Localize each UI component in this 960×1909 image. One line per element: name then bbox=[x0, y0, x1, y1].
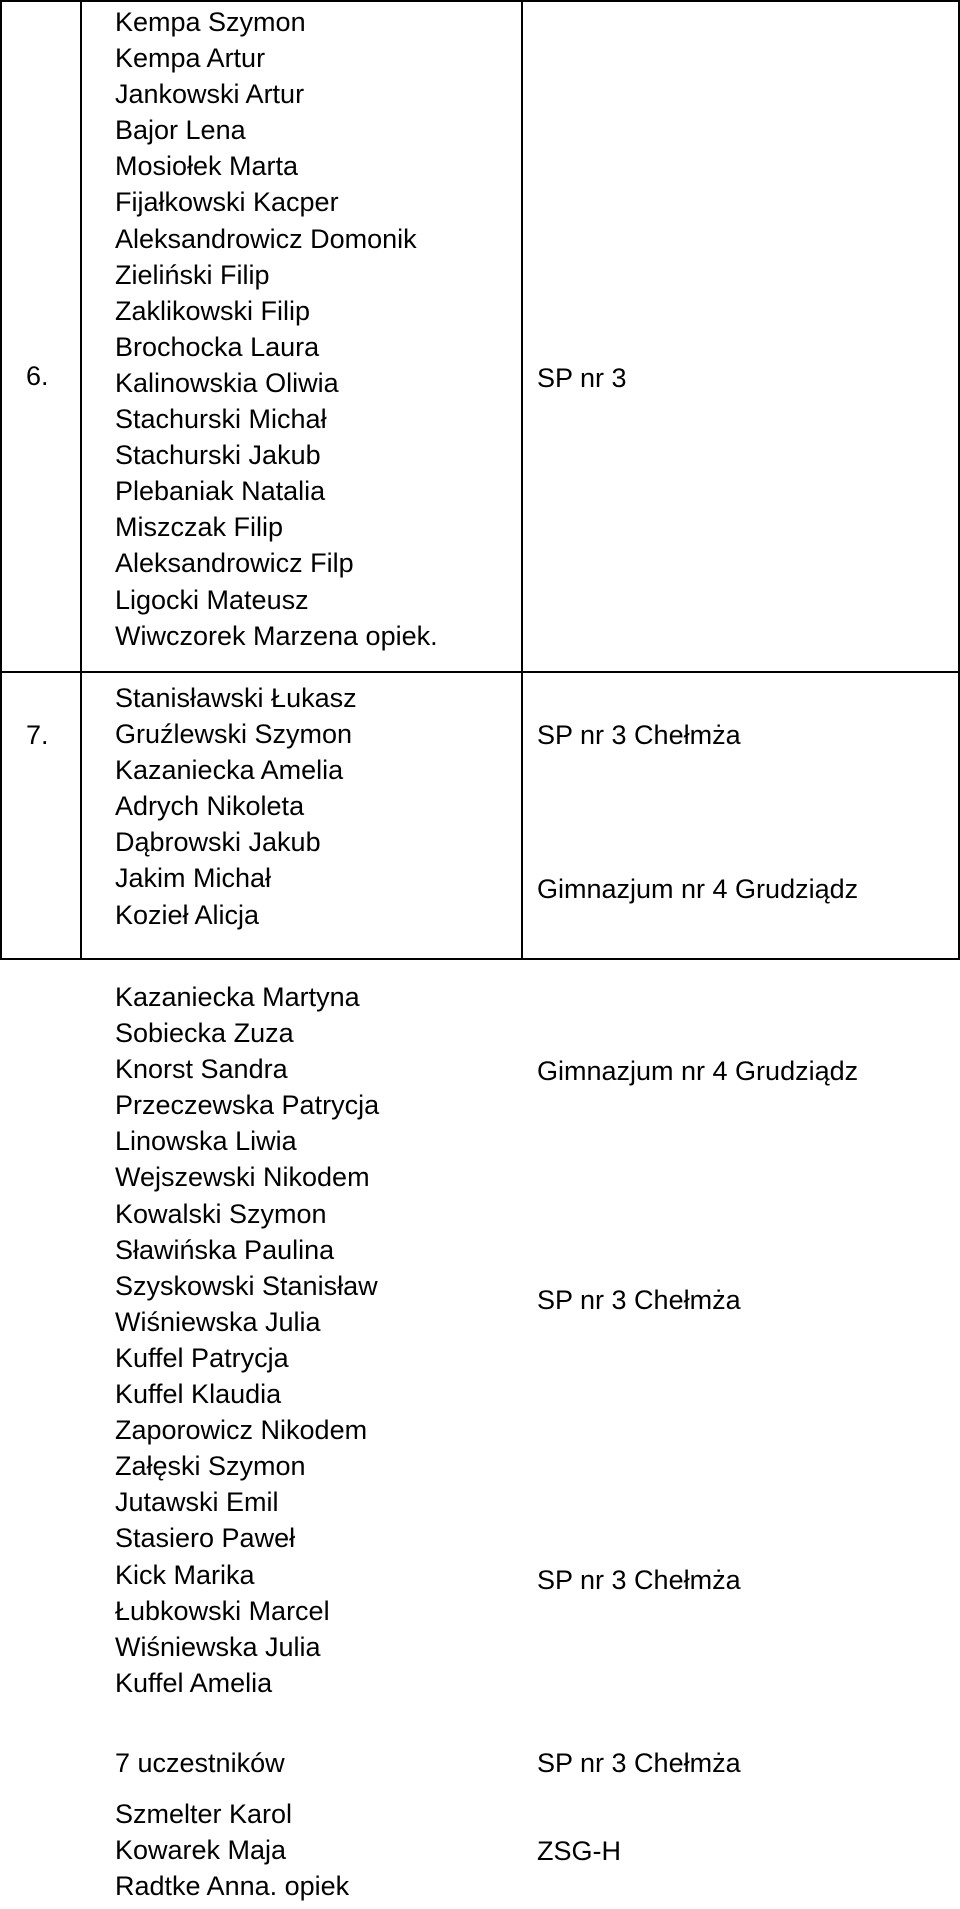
participant-name: Jankowski Artur bbox=[115, 79, 305, 110]
participant-name: Wiśniewska Julia bbox=[115, 1306, 321, 1337]
participant-name: Kuffel Amelia bbox=[115, 1667, 273, 1698]
participant-name: Wejszewski Nikodem bbox=[115, 1162, 370, 1193]
participant-name: Dąbrowski Jakub bbox=[115, 827, 321, 858]
participant-name: Kalinowskia Oliwia bbox=[115, 367, 339, 398]
participant-name: Kazaniecka Amelia bbox=[115, 755, 344, 786]
participant-name: Kuffel Patrycja bbox=[115, 1342, 289, 1373]
school-name: SP nr 3 bbox=[537, 363, 627, 393]
column-divider-school bbox=[521, 0, 523, 960]
school-name: ZSG-H bbox=[537, 1836, 621, 1866]
school-name: SP nr 3 Chełmża bbox=[537, 1748, 741, 1778]
participant-name: Fijałkowski Kacper bbox=[115, 187, 339, 218]
participant-name: Knorst Sandra bbox=[115, 1054, 288, 1085]
participant-name: Stachurski Jakub bbox=[115, 440, 321, 471]
participant-name: Zieliński Filip bbox=[115, 259, 270, 290]
participant-name: Szyskowski Stanisław bbox=[115, 1270, 378, 1301]
participant-name: Aleksandrowicz Filp bbox=[115, 548, 354, 579]
participant-name: Kuffel Klaudia bbox=[115, 1379, 282, 1410]
school-name: SP nr 3 Chełmża bbox=[537, 720, 741, 750]
participant-name: Plebaniak Natalia bbox=[115, 476, 326, 507]
participant-name: Wiśniewska Julia bbox=[115, 1631, 321, 1662]
school-name: SP nr 3 Chełmża bbox=[537, 1565, 741, 1595]
row-divider bbox=[0, 671, 960, 673]
participant-name: Miszczak Filip bbox=[115, 512, 284, 543]
participant-name: Szmelter Karol bbox=[115, 1799, 293, 1829]
participant-name: Łubkowski Marcel bbox=[115, 1595, 330, 1626]
participant-name: Załęski Szymon bbox=[115, 1451, 306, 1482]
participant-list bbox=[115, 979, 379, 1701]
participant-name: Stachurski Michał bbox=[115, 404, 327, 435]
participant-list bbox=[115, 680, 357, 933]
participant-count: 7 uczestników bbox=[115, 1748, 285, 1778]
row-divider bbox=[0, 958, 960, 960]
participant-name: Radtke Anna. opiek bbox=[115, 1871, 350, 1902]
table-border-top bbox=[0, 0, 960, 2]
participant-name: Kazaniecka Martyna bbox=[115, 982, 360, 1012]
participant-name: Aleksandrowicz Domonik bbox=[115, 223, 417, 254]
participant-name: Jakim Michał bbox=[115, 863, 272, 894]
column-divider-number bbox=[80, 0, 82, 960]
participant-name: Sławińska Paulina bbox=[115, 1234, 335, 1265]
participant-name: Linowska Liwia bbox=[115, 1126, 297, 1157]
participant-name: Stanisławski Łukasz bbox=[115, 683, 357, 713]
participant-name: Ligocki Mateusz bbox=[115, 584, 309, 615]
participant-name: Sobiecka Zuza bbox=[115, 1018, 294, 1049]
participant-name: Kowalski Szymon bbox=[115, 1198, 327, 1229]
participant-name: Kempa Szymon bbox=[115, 7, 306, 37]
participant-name: Stasiero Paweł bbox=[115, 1523, 296, 1554]
participant-name: Zaklikowski Filip bbox=[115, 295, 311, 326]
participant-name: Przeczewska Patrycja bbox=[115, 1090, 380, 1121]
participant-name: Kowarek Maja bbox=[115, 1835, 287, 1866]
participant-name: Adrych Nikoleta bbox=[115, 791, 305, 822]
row-number: 6. bbox=[26, 361, 49, 391]
participant-name: Kick Marika bbox=[115, 1559, 255, 1590]
participant-list bbox=[115, 1796, 349, 1904]
participant-list bbox=[115, 4, 438, 654]
participant-name: Wiwczorek Marzena opiek. bbox=[115, 620, 438, 651]
participant-name: Jutawski Emil bbox=[115, 1487, 279, 1518]
participant-name: Brochocka Laura bbox=[115, 331, 320, 362]
row-number: 7. bbox=[26, 720, 49, 750]
school-name: Gimnazjum nr 4 Grudziądz bbox=[537, 874, 859, 904]
participant-name: Kempa Artur bbox=[115, 43, 266, 74]
participant-name: Mosiołek Marta bbox=[115, 151, 299, 182]
school-name: Gimnazjum nr 4 Grudziądz bbox=[537, 1056, 859, 1086]
school-name: SP nr 3 Chełmża bbox=[537, 1285, 741, 1315]
participant-name: Bajor Lena bbox=[115, 115, 246, 146]
table-border-left bbox=[0, 0, 2, 960]
participant-name: Kozieł Alicja bbox=[115, 899, 260, 930]
participant-name: Gruźlewski Szymon bbox=[115, 719, 353, 750]
participant-name: Zaporowicz Nikodem bbox=[115, 1415, 368, 1446]
